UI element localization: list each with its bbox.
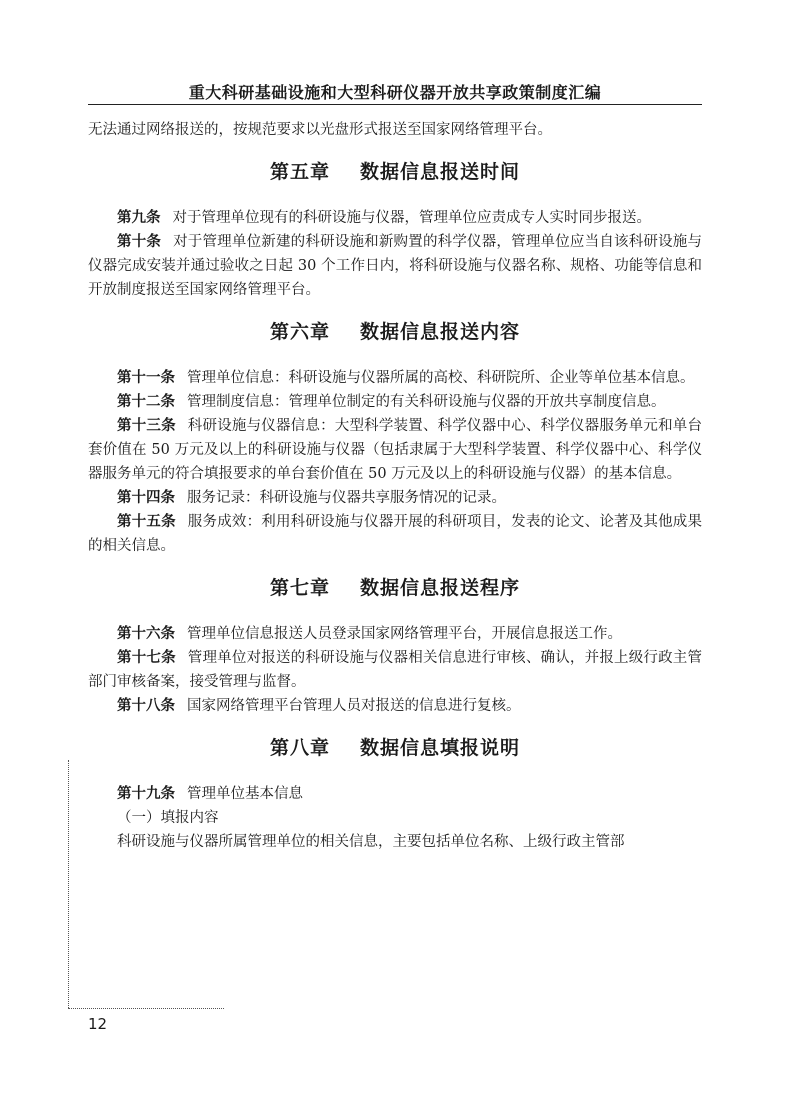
- article-19: [88, 782, 702, 806]
- article-14: [88, 486, 702, 510]
- chapter-number: 第八章: [269, 737, 330, 759]
- article-text: 国家网络管理平台管理人员对报送的信息进行复核。: [187, 698, 521, 714]
- chapter-heading-5: [88, 158, 702, 186]
- article-17: [88, 646, 702, 694]
- article-10: [88, 230, 702, 302]
- article-label: 第十条: [117, 234, 162, 250]
- article-text: 管理单位信息：科研设施与仪器所属的高校、科研院所、企业等单位基本信息。: [187, 370, 695, 386]
- dotted-margin-line: [68, 760, 69, 1008]
- chapter-heading-8: [88, 734, 702, 762]
- article-text: 管理单位信息报送人员登录国家网络管理平台，开展信息报送工作。: [187, 626, 622, 642]
- subsection-heading: （一）填报内容: [117, 810, 219, 826]
- article-text: 对于管理单位新建的科研设施和新购置的科学仪器，管理单位应当自该科研设施与仪器完成安装并通过验收之日起 30 个工作日内，将科研设施与仪器名称、规格、功能等信息和开放制度报送至国家网络管理平台。: [88, 234, 702, 298]
- chapter-number: 第七章: [269, 577, 330, 599]
- article-label: 第十六条: [117, 626, 175, 642]
- last-line: 科研设施与仪器所属管理单位的相关信息，主要包括单位名称、上级行政主管部: [117, 834, 625, 850]
- article-15: [88, 510, 702, 558]
- article-text: 对于管理单位现有的科研设施与仪器，管理单位应责成专人实时同步报送。: [172, 210, 651, 226]
- article-label: 第九条: [117, 210, 161, 226]
- article-11: [88, 366, 702, 390]
- article-text: 服务记录：科研设施与仪器共享服务情况的记录。: [187, 490, 506, 506]
- page-number: 12: [88, 1015, 108, 1033]
- intro-line: 无法通过网络报送的，按规范要求以光盘形式报送至国家网络管理平台。: [88, 122, 552, 138]
- article-12: [88, 390, 702, 414]
- article-label: 第十七条: [117, 650, 176, 666]
- article-text: 科研设施与仪器信息：大型科学装置、科学仪器中心、科学仪器服务单元和单台套价值在 50 万元及以上的科研设施与仪器（包括隶属于大型科学装置、科学仪器中心、科学仪器服务单元的符合填报要求的单台套价值在 50 万元及以上的科研设施与仪器）的基本信息。: [88, 418, 703, 482]
- article-label: 第十五条: [117, 514, 176, 530]
- page-body: [88, 118, 702, 854]
- article-text: 管理单位基本信息: [187, 786, 303, 802]
- article-text: 服务成效：利用科研设施与仪器开展的科研项目，发表的论文、论著及其他成果的相关信息。: [88, 514, 703, 554]
- article-label: 第十四条: [117, 490, 175, 506]
- article-9: [88, 206, 702, 230]
- chapter-title: 数据信息报送时间: [360, 161, 521, 183]
- chapter-number: 第六章: [269, 321, 330, 343]
- header-rule: [88, 104, 702, 105]
- article-label: 第十八条: [117, 698, 175, 714]
- chapter-heading-6: [88, 318, 702, 346]
- article-label: 第十三条: [117, 418, 176, 434]
- article-16: [88, 622, 702, 646]
- article-text: 管理单位对报送的科研设施与仪器相关信息进行审核、确认，并报上级行政主管部门审核备案，接受管理与监督。: [88, 650, 703, 690]
- chapter-heading-7: [88, 574, 702, 602]
- chapter-title: 数据信息报送程序: [360, 577, 521, 599]
- article-18: [88, 694, 702, 718]
- article-13: [88, 414, 702, 486]
- article-label: 第十九条: [117, 786, 175, 802]
- article-label: 第十一条: [117, 370, 175, 386]
- article-label: 第十二条: [117, 394, 175, 410]
- article-text: 管理制度信息：管理单位制定的有关科研设施与仪器的开放共享制度信息。: [187, 394, 666, 410]
- running-header-title: 重大科研基础设施和大型科研仪器开放共享政策制度汇编: [188, 83, 602, 102]
- dotted-footer-line: [68, 1008, 224, 1009]
- chapter-number: 第五章: [269, 161, 330, 183]
- chapter-title: 数据信息报送内容: [360, 321, 521, 343]
- chapter-title: 数据信息填报说明: [360, 737, 521, 759]
